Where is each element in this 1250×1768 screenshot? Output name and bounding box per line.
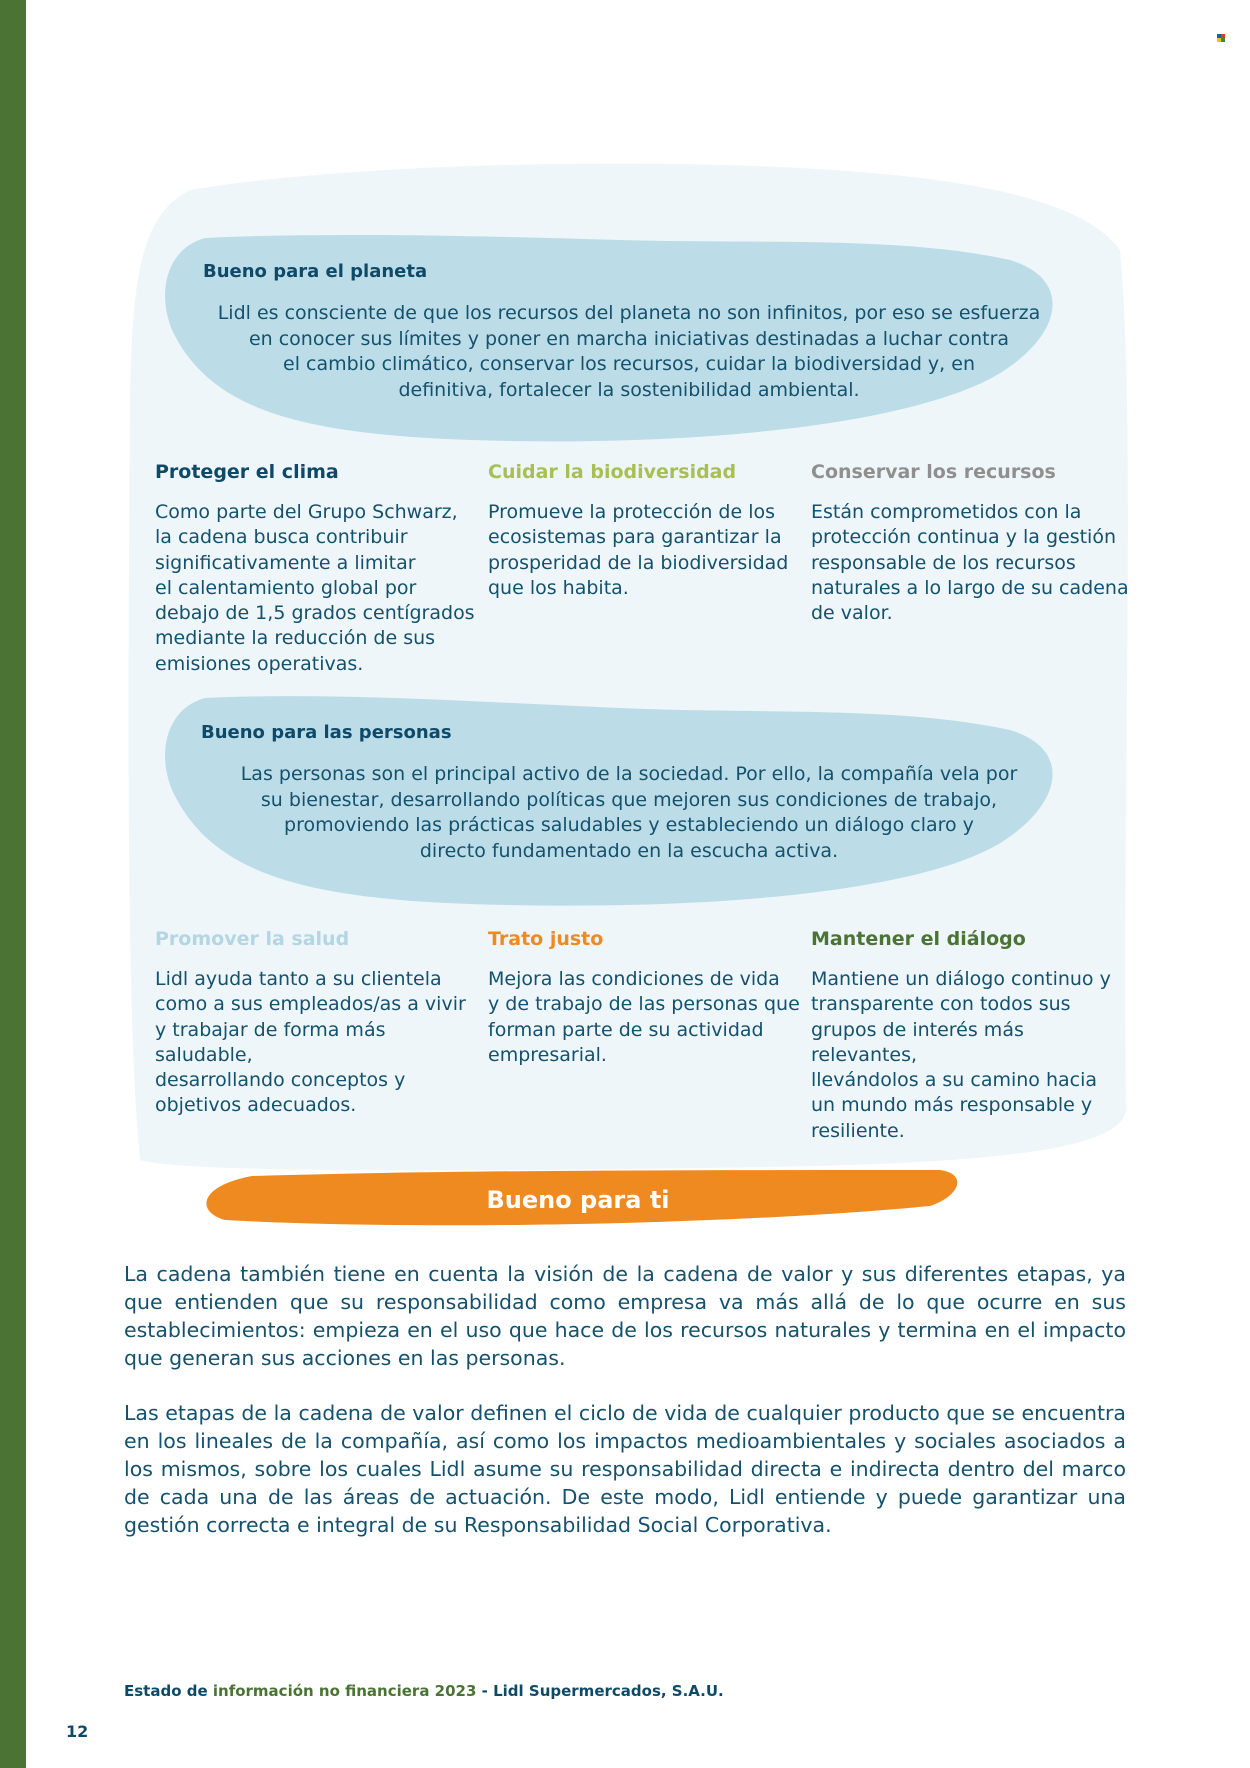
column-text: Mantiene un diálogo continuo y transparente con todos sus grupos de interés más relevantes, llevándolos a su camino hacia un mundo más responsable y resiliente.	[811, 968, 1111, 1142]
column-text: Mejora las condiciones de vida y de trabajo de las personas que forman parte de su actividad empresarial.	[488, 968, 800, 1066]
people-description: Las personas son el principal activo de la sociedad. Por ello, la compañía vela por su bienestar, desarrollando políticas que mejoren sus condiciones de trabajo, promoviendo las prácticas saludables y estableciendo un diálogo claro y directo fundamentado en la escucha activa.	[240, 763, 1018, 862]
column-conservar-recursos	[811, 461, 1131, 626]
footer-caption: Estado de información no financiera 2023 - Lidl Supermercados, S.A.U.	[124, 1682, 724, 1700]
banner-title: Bueno para ti	[486, 1186, 670, 1214]
column-title: Promover la salud	[155, 928, 350, 950]
column-mantener-dialogo	[811, 928, 1131, 1144]
column-text: Lidl ayuda tanto a su clientela como a sus empleados/as a vivir y trabajar de forma más saludable, desarrollando conceptos y objetivos adecuados.	[155, 968, 466, 1117]
column-title: Conservar los recursos	[811, 461, 1056, 483]
column-proteger-clima	[155, 461, 475, 677]
column-title: Cuidar la biodiversidad	[488, 461, 737, 483]
people-title: Bueno para las personas	[201, 722, 452, 743]
column-text: Promueve la protección de los ecosistemas para garantizar la prosperidad de la biodiversidad que los habita.	[488, 501, 789, 599]
body-paragraph-2: Las etapas de la cadena de valor definen el ciclo de vida de cualquier producto que se encuentra en los lineales de la compañía, así como los impactos medioambientales y sociales asociados a los mismos, sobre los cuales Lidl asume su responsabilidad directa e indirecta dentro del marco de cada una de las áreas de actuación. De este modo, Lidl entiende y puede garantizar una gestión correcta e integral de su Responsabilidad Social Corporativa.	[124, 1401, 1126, 1537]
column-text: Están comprometidos con la protección continua y la gestión responsable de los recursos naturales a lo largo de su cadena de valor.	[811, 501, 1129, 625]
column-title: Trato justo	[488, 928, 604, 950]
column-text: Como parte del Grupo Schwarz, la cadena busca contribuir significativamente a limitar el calentamiento global por debajo de 1,5 grados centígrados mediante la reducción de sus emisiones operativas.	[155, 501, 475, 675]
planet-description: Lidl es consciente de que los recursos del planeta no son infinitos, por eso se esfuerza en conocer sus límites y poner en marcha iniciativas destinadas a luchar contra el cambio climático, conservar los recursos, cuidar la biodiversidad y, en definitiva, fortalecer la sostenibilidad ambiental.	[217, 302, 1041, 401]
planet-title: Bueno para el planeta	[203, 261, 428, 282]
column-title: Mantener el diálogo	[811, 928, 1026, 950]
column-cuidar-biodiversidad	[488, 461, 808, 601]
column-promover-salud	[155, 928, 475, 1119]
column-trato-justo	[488, 928, 808, 1068]
body-paragraph-1: La cadena también tiene en cuenta la visión de la cadena de valor y sus diferentes etapas, ya que entienden que su responsabilidad como empresa va más allá de lo que ocurre en sus establecimientos: empieza en el uso que hace de los recursos naturales y termina en el impacto que generan sus acciones en las personas.	[124, 1262, 1126, 1370]
page-number: 12	[66, 1722, 89, 1741]
column-title: Proteger el clima	[155, 461, 339, 483]
